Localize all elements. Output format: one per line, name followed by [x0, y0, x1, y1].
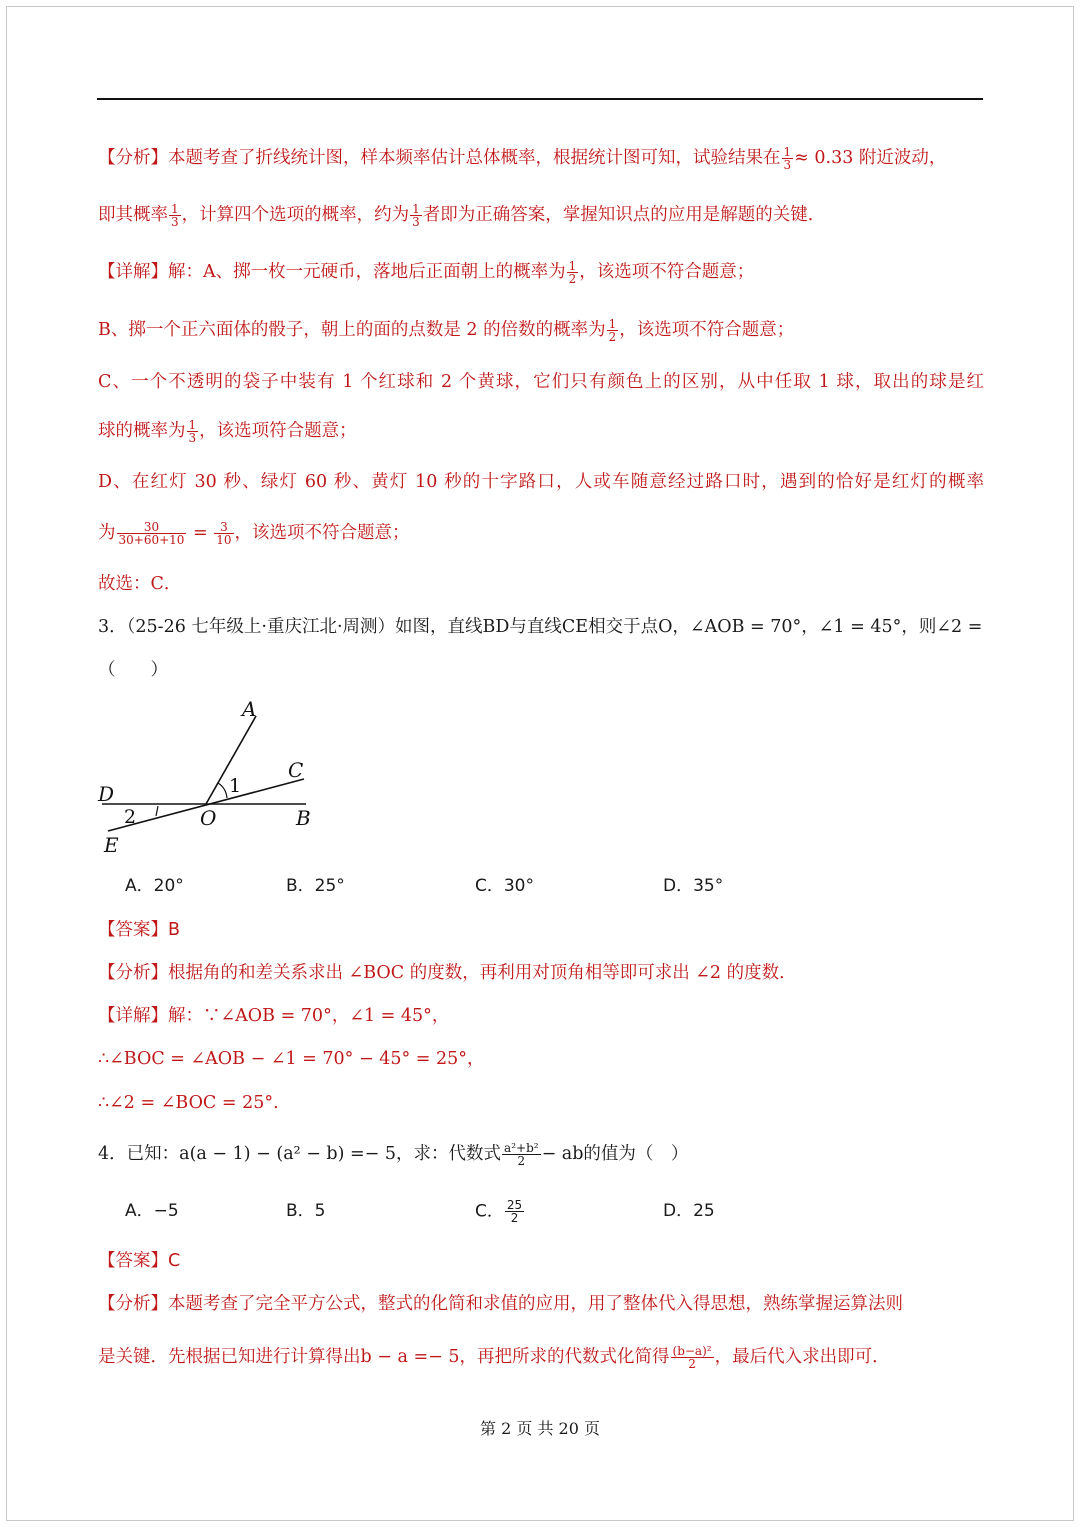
q4-option-a[interactable]: A．−5 — [125, 1201, 179, 1221]
q3-option-a[interactable]: A．20° — [125, 876, 184, 896]
q3-analysis: 【分析】根据角的和差关系求出 ∠BOC 的度数，再利用对顶角相等即可求出 ∠2 的度数． — [98, 963, 797, 983]
angle-figure — [90, 690, 330, 860]
q2-detail-d-line1: D、在红灯 30 秒、绿灯 60 秒、黄灯 10 秒的十字路口，人或车随意经过路口时，遇到的恰好是红灯的概率 — [98, 472, 984, 492]
q2-detail-b: B、掷一个正六面体的骰子，朝上的面的点数是 2 的倍数的概率为 $\frac{1}{2}$ ，该选项不符合题意； — [98, 317, 795, 344]
label-d: D — [98, 782, 115, 806]
q4-analysis-line1: 【分析】本题考查了完全平方公式，整式的化简和求值的应用，用了整体代入得思想，熟练掌握运算法则 — [98, 1294, 903, 1314]
q4-option-b[interactable]: B．5 — [286, 1201, 326, 1221]
label-b: B — [296, 806, 311, 830]
header-rule — [97, 98, 983, 100]
q4-stem: 4．已知：a(a − 1) − (a² − b) =− 5，求：代数式 $\frac{\text{a²+b²}}{2}$ − ab的值为（ ） — [98, 1141, 689, 1168]
label-c: C — [288, 758, 304, 782]
q2-analysis-line2: 即其概率 $\frac{1}{3}$ ，计算四个选项的概率，约为 $\frac{1}{3}$ 者即为正确答案，掌握知识点的应用是解题的关键． — [98, 202, 826, 229]
q3-detail-line2: ∴∠BOC = ∠AOB − ∠1 = 70° − 45° = 25°， — [98, 1049, 485, 1069]
q3-stem-line1: 3．（25-26 七年级上·重庆江北·周测）如图，直线BD与直线CE相交于点O，∠AOB = 70°，∠1 = 45°，则∠2 = — [98, 617, 983, 637]
label-angle-2: 2 — [124, 806, 137, 828]
q3-option-d[interactable]: D．35° — [663, 876, 724, 896]
fraction-one-third: $\frac{1}{3}$ — [783, 145, 792, 172]
label-a: A — [242, 697, 257, 721]
label-o: O — [200, 806, 217, 830]
q2-conclusion: 故选：C． — [98, 574, 182, 594]
q3-detail-line3: ∴∠2 = ∠BOC = 25°. — [98, 1093, 279, 1113]
q3-answer: 【答案】B — [98, 920, 181, 940]
q4-option-d[interactable]: D．25 — [663, 1201, 715, 1221]
q2-analysis-line1: 【分析】本题考查了折线统计图，样本频率估计总体概率，根据统计图可知，试验结果在 $\frac{1}{3}$ ≈ 0.33 附近波动， — [98, 145, 947, 172]
label-e: E — [104, 833, 119, 857]
q3-option-b[interactable]: B．25° — [286, 876, 345, 896]
page-footer: 第 2 页 共 20 页 — [480, 1419, 600, 1438]
q3-stem-line2: （ ） — [98, 660, 168, 680]
q2-detail-d-line2: 为 $\frac{30}{30+60+10}$ = $\frac{3}{10}$ ，该选项不符合题意； — [98, 520, 410, 547]
q2-detail-c-line2: 球的概率为 $\frac{1}{3}$ ，该选项符合题意； — [98, 418, 357, 445]
q4-answer: 【答案】C — [98, 1251, 181, 1271]
q2-detail-c-line1: C、一个不透明的袋子中装有 1 个红球和 2 个黄球，它们只有颜色上的区别，从中任取 1 球，取出的球是红 — [98, 372, 984, 392]
q2-detail-a: 【详解】解：A、掷一枚一元硬币，落地后正面朝上的概率为 $\frac{1}{2}$ ，该选项不符合题意； — [98, 259, 755, 286]
q3-option-c[interactable]: C．30° — [475, 876, 535, 896]
q3-detail-line1: 【详解】解：∵∠AOB = 70°，∠1 = 45°， — [98, 1006, 450, 1026]
q4-option-c[interactable]: C． $\frac{25}{2}$ — [475, 1198, 523, 1225]
angle-1-arc — [218, 783, 227, 798]
q4-analysis-line2: 是关键．先根据已知进行计算得出b − a =− 5，再把所求的代数式化简得 $\frac{\text{(b−a)²}}{2}$ ，最后代入求出即可． — [98, 1344, 890, 1371]
label-angle-1: 1 — [229, 775, 242, 797]
angle-2-tick — [156, 806, 158, 816]
